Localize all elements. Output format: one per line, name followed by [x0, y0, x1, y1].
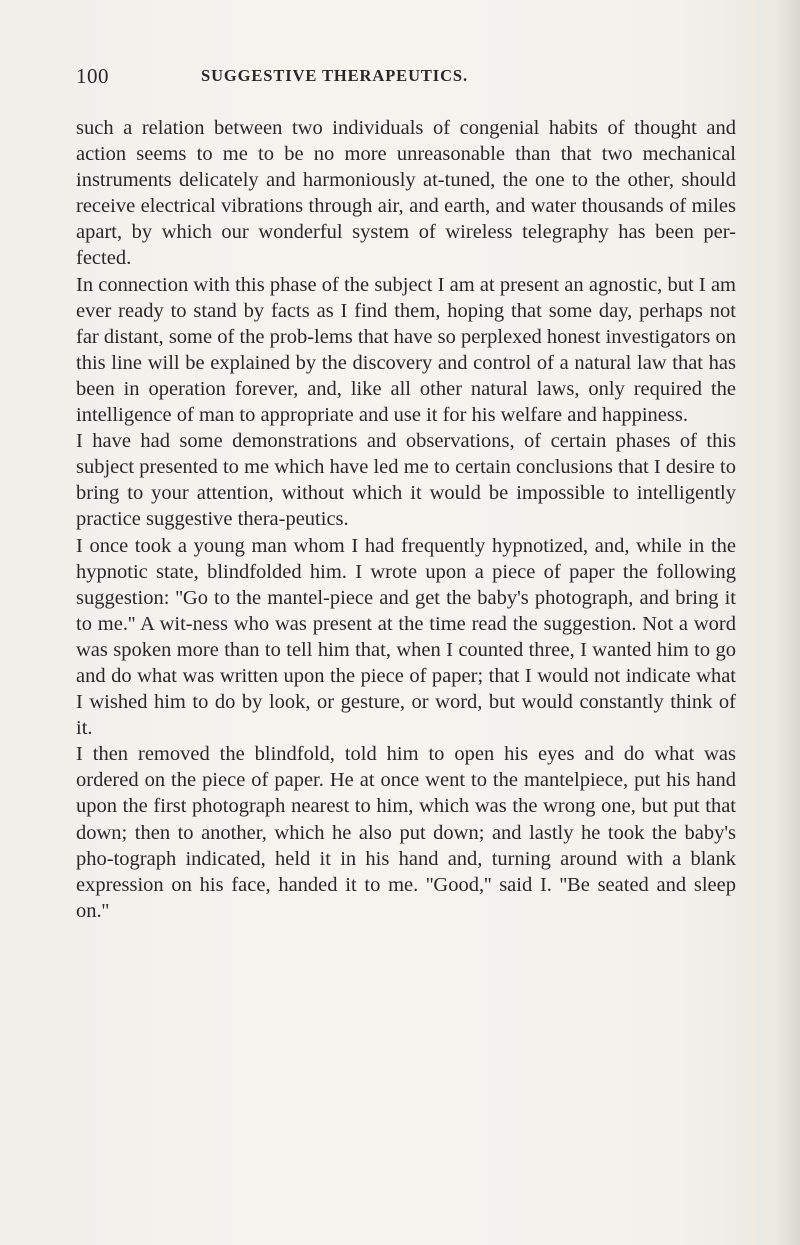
page-number: 100	[76, 64, 109, 88]
page-header	[76, 64, 736, 94]
running-head: SUGGESTIVE THERAPEUTICS.	[201, 66, 469, 85]
paragraph-2: In connection with this phase of the subject I am at present an agnostic, but I am ever ready to stand by facts as I find them, hoping that some day, perhaps not far distant, some of the prob-lems that have so perplexed honest investigators on this line will be explained by the discovery and control of a natural law that has been in operation forever, and, like all other natural laws, only required the intelligence of man to appropriate and use it for his welfare and happiness.	[76, 273, 736, 427]
paragraph-3: I have had some demonstrations and observations, of certain phases of this subject presented to me which have led me to certain conclusions that I desire to bring to your attention, without which it would be impossible to intelligently practice suggestive thera-peutics.	[76, 430, 736, 531]
body-text	[76, 115, 736, 924]
paragraph-1: such a relation between two individuals of congenial habits of thought and action seems to me to be no more unreasonable than that two mechanical instruments delicately and harmoniously at-tuned, the one to the other, should receive electrical vibrations through air, and earth, and water thousands of miles apart, by which our wonderful system of wireless telegraphy has been per-fected.	[76, 117, 736, 270]
paragraph-5: I then removed the blindfold, told him to open his eyes and do what was ordered on the piece of paper. He at once went to the mantelpiece, put his hand upon the first photograph nearest to him, which was the wrong one, but put that down; then to another, which he also put down; and lastly he took the baby's pho-tograph indicated, held it in his hand and, turning around with a blank expression on his face, handed it to me. ''Good,'' said I. ''Be seated and sleep on.''	[76, 743, 736, 922]
paragraph-4: I once took a young man whom I had frequently hypnotized, and, while in the hypnotic state, blindfolded him. I wrote upon a piece of paper the following suggestion: ''Go to the mantel-piece and get the baby's photograph, and bring it to me.'' A wit-ness who was present at the time read the suggestion. Not a word was spoken more than to tell him that, when I counted three, I wanted him to go and do what was written upon the piece of paper; that I would not indicate what I wished him to do by look, or gesture, or word, but would constantly think of it.	[76, 534, 736, 740]
